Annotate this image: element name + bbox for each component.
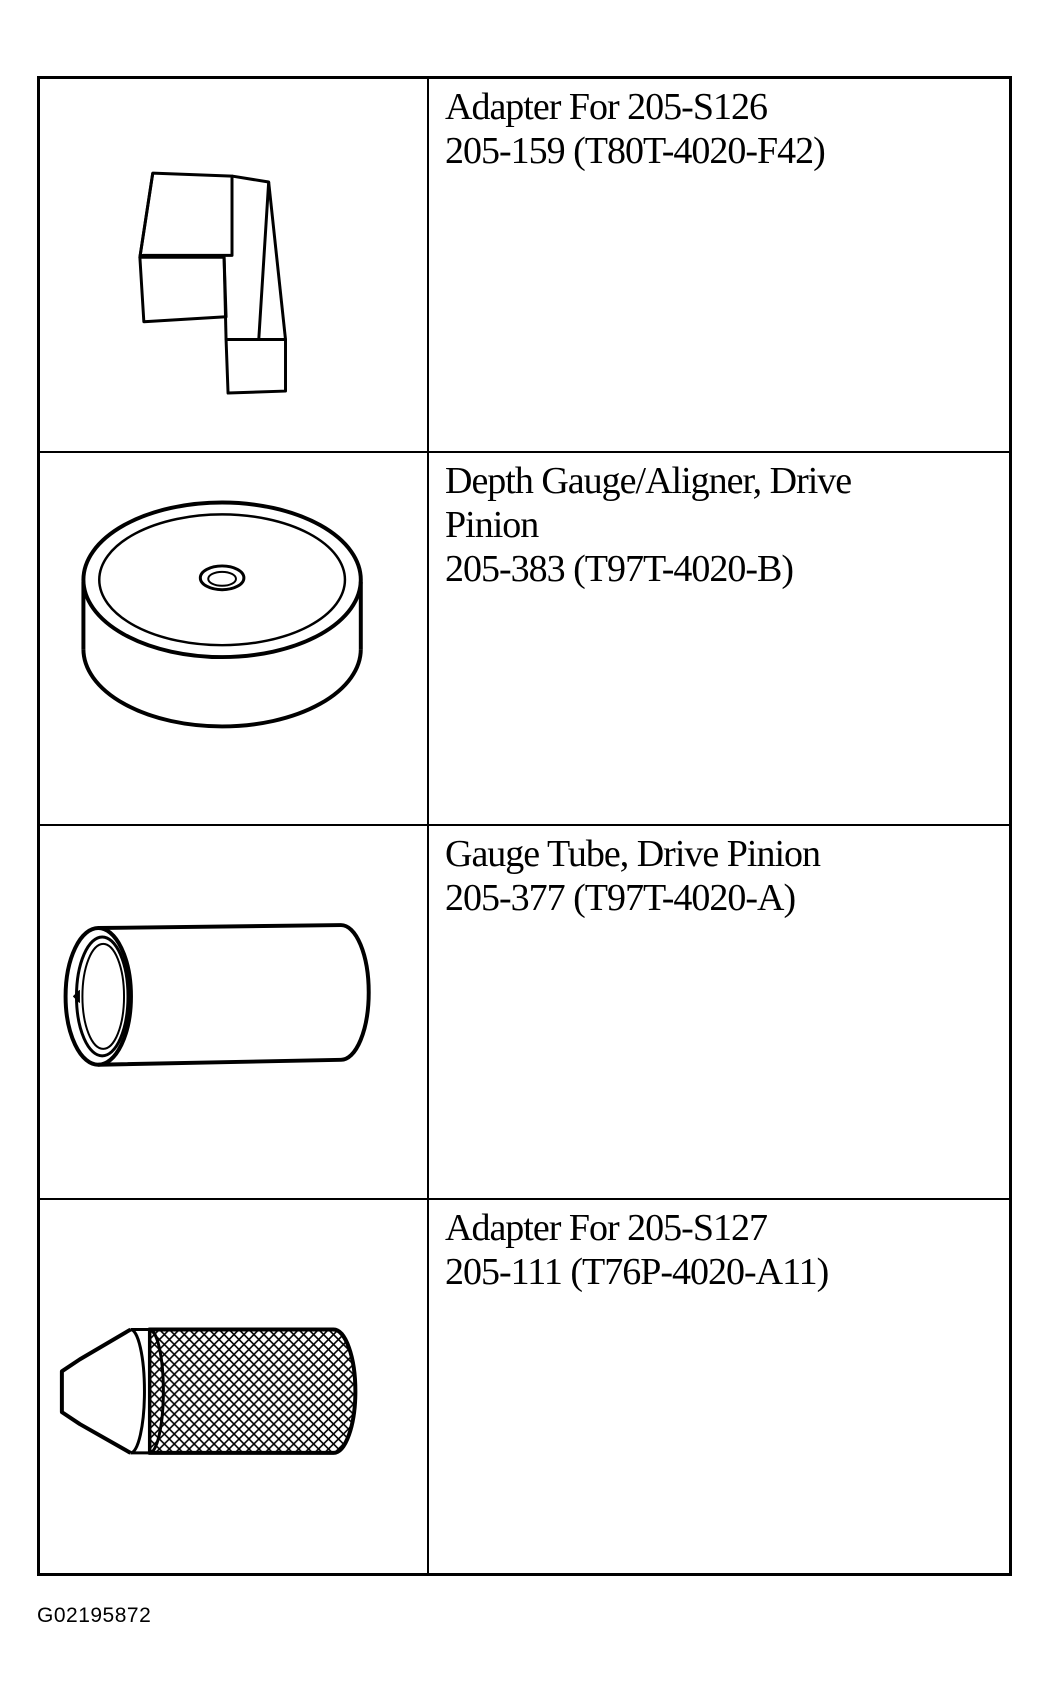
- special-tools-table: [37, 76, 1012, 1576]
- offset-block-adapter-icon: [40, 79, 427, 451]
- tool-illustration-depth-gauge-205-383: [40, 453, 429, 827]
- tool-illustration-gauge-tube-205-377: [40, 826, 429, 1200]
- tool-name-continued: Pinion: [445, 503, 539, 546]
- tool-part-number: 205-377 (T97T-4020-A): [445, 877, 796, 919]
- tool-part-number: 205-159 (T80T-4020-F42): [445, 130, 825, 172]
- figure-id: G02195872: [37, 1604, 152, 1627]
- tube-icon: [40, 826, 427, 1198]
- knurled-tip-adapter-icon: [40, 1200, 427, 1574]
- tool-part-number: 205-111 (T76P-4020-A11): [445, 1250, 829, 1293]
- disc-gauge-icon: [40, 453, 427, 825]
- tool-name: Depth Gauge/Aligner, Drive: [445, 459, 852, 502]
- tool-part-number: 205-383 (T97T-4020-B): [445, 547, 794, 590]
- tool-illustration-adapter-205-111: [40, 1200, 429, 1574]
- tool-description-depth-gauge-205-383: [429, 453, 1009, 827]
- tool-name: Gauge Tube, Drive Pinion: [445, 833, 820, 875]
- tool-description-gauge-tube-205-377: [429, 826, 1009, 1200]
- tool-description-adapter-205-159: [429, 79, 1009, 453]
- tool-name: Adapter For 205-S126: [445, 86, 767, 128]
- tool-description-adapter-205-111: [429, 1200, 1009, 1574]
- tool-name: Adapter For 205-S127: [445, 1206, 767, 1249]
- tool-illustration-adapter-205-159: [40, 79, 429, 453]
